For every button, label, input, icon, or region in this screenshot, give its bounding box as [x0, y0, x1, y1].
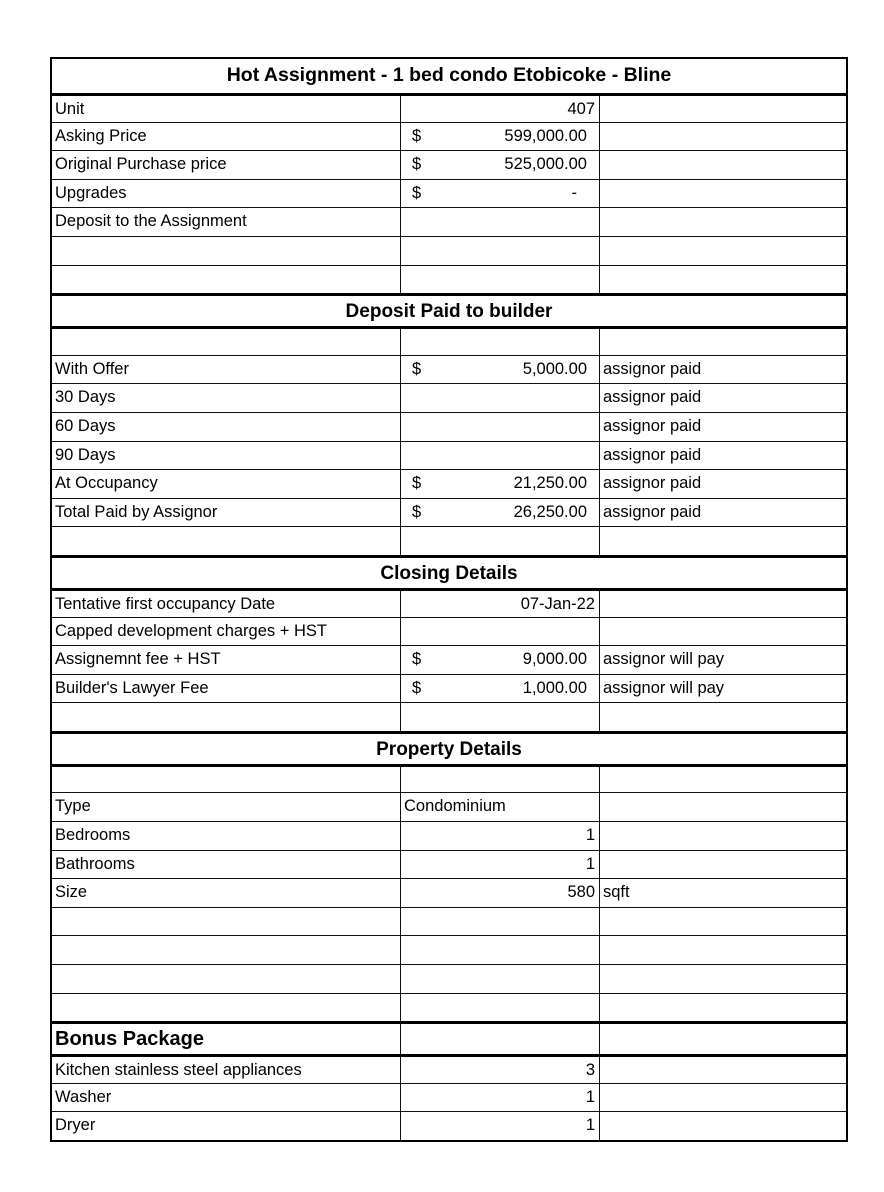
table-row-unit — [52, 93, 846, 122]
section-header-deposit — [52, 293, 846, 326]
value-cell — [401, 936, 600, 964]
table-row-blank — [52, 702, 846, 731]
label-cell — [52, 965, 401, 993]
table-row-dryer — [52, 1111, 846, 1140]
label-cell: Bathrooms — [52, 851, 401, 879]
type-value: Condominium — [404, 797, 506, 816]
note-cell: assignor will pay — [603, 678, 725, 697]
label-cell: Unit — [52, 96, 401, 122]
currency-symbol: $ — [412, 155, 422, 174]
table-row-90-days — [52, 441, 846, 470]
appliances-value: 3 — [585, 1061, 595, 1080]
note-cell — [600, 793, 846, 821]
label-cell: Bedrooms — [52, 822, 401, 850]
section-header-closing — [52, 555, 846, 588]
label-cell: Dryer — [52, 1112, 401, 1140]
table-row-blank — [52, 907, 846, 936]
currency-symbol: $ — [412, 474, 422, 493]
label-cell: 30 Days — [52, 384, 401, 412]
note-cell — [600, 1112, 846, 1140]
note-cell — [600, 851, 846, 879]
table-row-blank — [52, 526, 846, 555]
value-cell — [401, 851, 600, 879]
total-paid-value: 26,250.00 — [513, 502, 587, 521]
label-cell — [52, 266, 401, 294]
section-title: Closing Details — [380, 562, 518, 584]
value-cell — [401, 208, 600, 236]
upgrades-value: - — [571, 183, 577, 202]
note-cell: assignor paid — [603, 502, 702, 521]
value-cell — [401, 618, 600, 646]
section-title: Bonus Package — [52, 1024, 401, 1054]
label-cell — [52, 936, 401, 964]
section-header-bonus — [52, 1021, 846, 1054]
table-row-blank — [52, 265, 846, 294]
table-row-asking-price — [52, 122, 846, 151]
note-cell — [600, 208, 846, 236]
value-cell — [401, 151, 600, 179]
note-cell — [600, 123, 846, 151]
label-cell — [52, 994, 401, 1022]
value-cell — [401, 646, 600, 674]
value-cell — [401, 703, 600, 731]
label-cell — [52, 703, 401, 731]
value-cell — [401, 591, 600, 617]
value-cell — [401, 96, 600, 122]
note-cell: assignor paid — [603, 474, 702, 493]
sheet-title: Hot Assignment - 1 bed condo Etobicoke - Bline — [226, 64, 672, 86]
value-cell — [401, 908, 600, 936]
table-row-size — [52, 878, 846, 907]
label-cell: Deposit to the Assignment — [52, 208, 401, 236]
with-offer-value: 5,000.00 — [522, 359, 587, 378]
table-row-lawyer-fee — [52, 674, 846, 703]
value-cell — [401, 767, 600, 793]
table-row-occupancy-date — [52, 588, 846, 617]
note-cell — [600, 591, 846, 617]
table-row-blank — [52, 964, 846, 993]
value-cell — [401, 384, 600, 412]
label-cell: 60 Days — [52, 413, 401, 441]
table-row-capped-charges — [52, 617, 846, 646]
label-cell: Size — [52, 879, 401, 907]
value-cell — [401, 822, 600, 850]
asking-price-value: 599,000.00 — [504, 126, 587, 145]
table-row-bathrooms — [52, 850, 846, 879]
value-cell — [401, 675, 600, 703]
note-cell — [600, 329, 846, 355]
note-cell: assignor will pay — [603, 650, 725, 669]
at-occupancy-value: 21,250.00 — [513, 474, 587, 493]
note-cell — [600, 994, 846, 1022]
dryer-value: 1 — [585, 1116, 595, 1135]
value-cell — [401, 1084, 600, 1112]
currency-symbol: $ — [412, 650, 422, 669]
value-cell — [401, 527, 600, 555]
value-cell — [401, 470, 600, 498]
value-cell — [401, 266, 600, 294]
label-cell: Original Purchase price — [52, 151, 401, 179]
original-price-value: 525,000.00 — [504, 155, 587, 174]
value-cell — [401, 1057, 600, 1083]
label-cell — [52, 767, 401, 793]
value-cell — [401, 1024, 600, 1054]
table-row-washer — [52, 1083, 846, 1112]
table-row-assignment-fee — [52, 645, 846, 674]
lawyer-fee-value: 1,000.00 — [522, 678, 587, 697]
note-cell — [600, 908, 846, 936]
assignment-fee-value: 9,000.00 — [522, 650, 587, 669]
note-cell — [600, 1024, 846, 1054]
table-row-deposit-assignment — [52, 207, 846, 236]
note-cell: assignor paid — [603, 416, 702, 435]
table-row-appliances — [52, 1054, 846, 1083]
note-cell — [600, 1084, 846, 1112]
label-cell: 90 Days — [52, 442, 401, 470]
value-cell — [401, 413, 600, 441]
table-row-upgrades — [52, 179, 846, 208]
label-cell: Kitchen stainless steel appliances — [52, 1057, 401, 1083]
value-cell — [401, 499, 600, 527]
label-cell: Assignemnt fee + HST — [52, 646, 401, 674]
label-cell — [52, 908, 401, 936]
size-value: 580 — [567, 883, 595, 902]
value-cell — [401, 793, 600, 821]
note-cell — [600, 767, 846, 793]
note-cell — [600, 822, 846, 850]
note-cell — [600, 96, 846, 122]
currency-symbol: $ — [412, 126, 422, 145]
note-cell — [600, 237, 846, 265]
value-cell — [401, 1112, 600, 1140]
note-cell — [600, 266, 846, 294]
section-title: Property Details — [376, 738, 522, 760]
label-cell — [52, 237, 401, 265]
currency-symbol: $ — [412, 183, 422, 202]
label-cell: Type — [52, 793, 401, 821]
assignment-sheet — [50, 57, 848, 1142]
note-cell — [600, 703, 846, 731]
value-cell — [401, 180, 600, 208]
bathrooms-value: 1 — [585, 854, 595, 873]
label-cell: Upgrades — [52, 180, 401, 208]
label-cell: Washer — [52, 1084, 401, 1112]
label-cell: With Offer — [52, 356, 401, 384]
table-row-at-occupancy — [52, 469, 846, 498]
unit-value: 407 — [567, 100, 595, 118]
label-cell — [52, 527, 401, 555]
table-row-type — [52, 792, 846, 821]
note-cell — [600, 618, 846, 646]
label-cell: Capped development charges + HST — [52, 618, 401, 646]
note-cell: sqft — [603, 883, 630, 902]
table-row-total-paid — [52, 498, 846, 527]
label-cell: Asking Price — [52, 123, 401, 151]
section-header-property — [52, 731, 846, 764]
label-cell: Total Paid by Assignor — [52, 499, 401, 527]
title-row — [52, 59, 846, 93]
table-row-blank — [52, 935, 846, 964]
occupancy-date-value: 07-Jan-22 — [520, 594, 595, 613]
note-cell: assignor paid — [603, 359, 702, 378]
value-cell — [401, 356, 600, 384]
table-row-blank — [52, 326, 846, 355]
label-cell: At Occupancy — [52, 470, 401, 498]
note-cell: assignor paid — [603, 388, 702, 407]
section-title: Deposit Paid to builder — [345, 301, 553, 323]
value-cell — [401, 123, 600, 151]
value-cell — [401, 994, 600, 1022]
value-cell — [401, 965, 600, 993]
note-cell — [600, 1057, 846, 1083]
note-cell — [600, 151, 846, 179]
table-row-60-days — [52, 412, 846, 441]
table-row-with-offer — [52, 355, 846, 384]
table-row-30-days — [52, 383, 846, 412]
value-cell — [401, 879, 600, 907]
table-row-blank — [52, 993, 846, 1022]
label-cell: Builder's Lawyer Fee — [52, 675, 401, 703]
note-cell: assignor paid — [603, 445, 702, 464]
note-cell — [600, 965, 846, 993]
table-row-original-price — [52, 150, 846, 179]
currency-symbol: $ — [412, 678, 422, 697]
note-cell — [600, 180, 846, 208]
value-cell — [401, 329, 600, 355]
currency-symbol: $ — [412, 502, 422, 521]
label-cell — [52, 329, 401, 355]
currency-symbol: $ — [412, 359, 422, 378]
value-cell — [401, 442, 600, 470]
table-row-bedrooms — [52, 821, 846, 850]
value-cell — [401, 237, 600, 265]
bedrooms-value: 1 — [585, 826, 595, 845]
label-cell: Tentative first occupancy Date — [52, 591, 401, 617]
table-row-blank — [52, 764, 846, 793]
table-row-blank — [52, 236, 846, 265]
note-cell — [600, 936, 846, 964]
note-cell — [600, 527, 846, 555]
washer-value: 1 — [585, 1087, 595, 1106]
